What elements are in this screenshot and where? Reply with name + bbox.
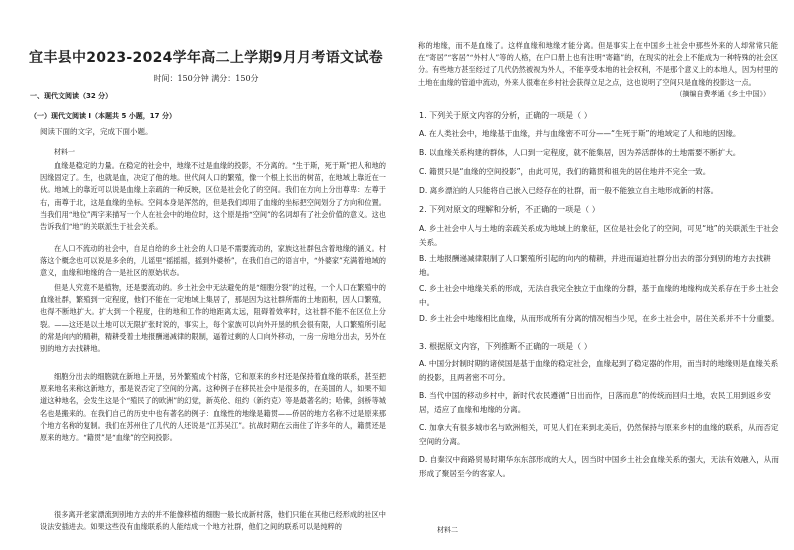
reading-instruction: 阅读下面的文字，完成下面小题。 xyxy=(40,127,153,136)
question-1-option-c[interactable]: C. 籍贯只是“血缘的空间投影”，由此可见，我们的籍贯和祖先的居住地并不完全一致。 xyxy=(419,167,711,176)
subsection-heading: （一）现代文阅读 I（本题共 5 小题，17 分） xyxy=(30,112,176,120)
question-1-option-b[interactable]: B. 以血缘关系构建的群体，人口到一定程度，就不能集居，因为养活群体的土地需要不断扩大。 xyxy=(419,148,741,157)
question-3-stem: 3. 根据原文内容，下列推断不正确的一项是（ ） xyxy=(419,342,592,351)
question-1-option-a[interactable]: A. 在人类社会中，地缘基于血缘，并与血缘密不可分——“生死于斯”的地域定了人和地的因缘。 xyxy=(419,129,741,138)
exam-title: 宜丰县中2023-2024学年高二上学期9月月考语文试卷 xyxy=(29,50,383,66)
question-2-stem: 2. 下列对原文的理解和分析，不正确的一项是（ ） xyxy=(419,205,600,214)
question-2-option-b[interactable]: B. 土地报酬递减律限制了人口繁殖所引起的向内的精耕，并进而逼迫社群分出去的部分到别的地方去找耕地。 xyxy=(419,254,771,277)
question-3-option-b[interactable]: B. 当代中国的移动乡村中，新时代农民遵循“日出而作，日落而息”的传统而回归土地，农民工用到返乡安居，适应了血缘和地缘的分离。 xyxy=(419,391,772,414)
question-1-option-d[interactable]: D. 离乡漂泊的人只能将自己嵌入已经存在的社群，而一般不能独立自主地形成新的村落。 xyxy=(419,186,719,195)
question-2-option-a[interactable]: A. 乡土社会中人与土地的亲疏关系成为地域上的象征，区位是社会化了的空间，可见“地”的关联派生于社会关系。 xyxy=(419,224,779,247)
exam-meta: 时间：150分钟 满分：150分 xyxy=(153,74,259,83)
passage-paragraph: 很多离开老家漂流到别地方去的并不能像移植的细胞一般长成新村落，他们只能在其他已经形成的社区中设法安插进去。如果这些没有血缘联系的人能结成一个地方社群，他们之间的联系可以是纯粹的 xyxy=(40,510,386,532)
material-1-label: 材料一 xyxy=(54,148,75,156)
question-1-stem: 1. 下列关于原文内容的分析，正确的一项是（ ） xyxy=(419,111,592,120)
question-3-option-c[interactable]: C. 加拿大有很多城市名与欧洲相关，可见人们在来到北美后，仍然保持与原来乡村的血缘的联系，从而否定空间的分离。 xyxy=(419,423,779,446)
question-3-option-a[interactable]: A. 中国分封制时期的诸侯国是基于血缘的稳定社会，血缘起到了稳定器的作用，而当时的地缘则是血缘关系的投影，且两者密不可分。 xyxy=(419,359,779,382)
question-2-option-d[interactable]: D. 乡土社会中地缘相比血缘，从而形成所有分离的情况相当少见，在乡土社会中，居住关系并不十分重要。 xyxy=(419,314,779,323)
passage-continuation: 称的地缘，而不是血缘了。这样血缘和地缘才能分离。但是事实上在中国乡土社会中那些外来的人却常常只能在“寄居”“客居”“外村人”等的人格，在户口册上也有注明“寄籍”的，在现实的社会上不能成为一种特殊的社会区分。有些地方甚至经过了几代仍然被视为外人，不能享受本地的社会权利，不是那个意义上的本地人，因为村里的土地在血缘的管道中流动，外来人很难在乡村社会获得立足之点，这也说明了空间只是血缘的投影这一点。 xyxy=(418,41,778,87)
material-2-label: 材料二 xyxy=(437,526,458,534)
passage-source: （摘编自费孝通《乡土中国》） xyxy=(675,90,770,98)
question-3-option-d[interactable]: D. 自秦汉中商路贸易时期华东东部形成的大人，因当时中国乡土社会血缘关系的强大，无法有效融入，从而形成了聚居至今的客家人。 xyxy=(419,455,779,478)
question-2-option-c[interactable]: C. 乡土社会中地缘关系的形成，无法自我完全独立于血缘的分群，基于血缘的地缘构成关系存在于乡土社会中。 xyxy=(419,284,779,307)
passage-paragraph: 细胞分出去的细胞就在新地上开垦，另外繁殖成个村落，它和原来的乡村还是保持着血缘的联系，甚至把原来地名来称这新地方，那是说否定了空间的分离。这种例子在移民社会中是很多的，在美国的人，如果不知道这种地名，会发生这是个“殖民了的欧洲”的幻觉，新英伦、纽约（新约克）等是最著名的；哈佛，剑桥等城名也是搬来的。在我们自己的历史中也有著名的例子：血缘性的地缘是籍贯——侨居的地方名称不过是原来那个地方名称的复制。我们在苏州住了几代的人还说是“江苏吴江”。抗战时期在云南住了许多年的人，籍贯还是原来的地方。“籍贯”是“血缘”的空间投影。 xyxy=(40,372,386,443)
passage-paragraph: 但是人究竟不是植物，还是要流动的。乡土社会中无法避免的是“细胞分裂”的过程，一个人口在繁殖中的血缘社群，繁殖到一定程度，他们不能在一定地域上集居了，那是因为这社群所需的土地面积，因人口繁殖，也得不断地扩大。扩大到一个程度，住的地和工作的地距离太远，阻碍着效率时，这社群不能不在区位上分裂。——这还是以土地可以无限扩张时说的，事实上，每个家族可以向外开垦的机会很有限，人口繁殖所引起的常是向内的精耕，精耕受着土地报酬递减律的限制，逼着过剩的人口向外移动，一房一房地分出去，另外在别的地方去找耕地。 xyxy=(40,283,386,354)
passage-paragraph: 在人口不流动的社会中，自足自给的乡土社会的人口是不需要流动的，家族这社群包含着地缘的涵义。村落这个概念也可以说是多余的，儿谣里“摇摇摇，摇到外婆桥”，在我们自己的语言中，“外婆家”充满着地域的意义，血缘和地缘的合一是社区的原始状态。 xyxy=(40,244,386,278)
passage-paragraph: 血缘是稳定的力量。在稳定的社会中，地缘不过是血缘的投影，不分离的。“生于斯，死于斯”把人和地的因缘固定了。生，也就是血，决定了他的地。世代间人口的繁殖，像一个根上长出的树苗，在地域上靠近在一伙。地域上的靠近可以说是血缘上亲疏的一种反映，区位是社会化了的空间。我们在方向上分出尊卑：左尊于右，南尊于北，这是血缘的坐标。空间本身是浑然的，但是我们却用了血缘的坐标把空间划分了方向和位置。当我们用“地位”两字来描写一个人在社会中的地位时，这个原是指“空间”的名词却有了社会价值的意义。这也告诉我们“地”的关联派生于社会关系。 xyxy=(40,161,386,232)
section-heading: 一、现代文阅读（32 分） xyxy=(30,92,113,100)
